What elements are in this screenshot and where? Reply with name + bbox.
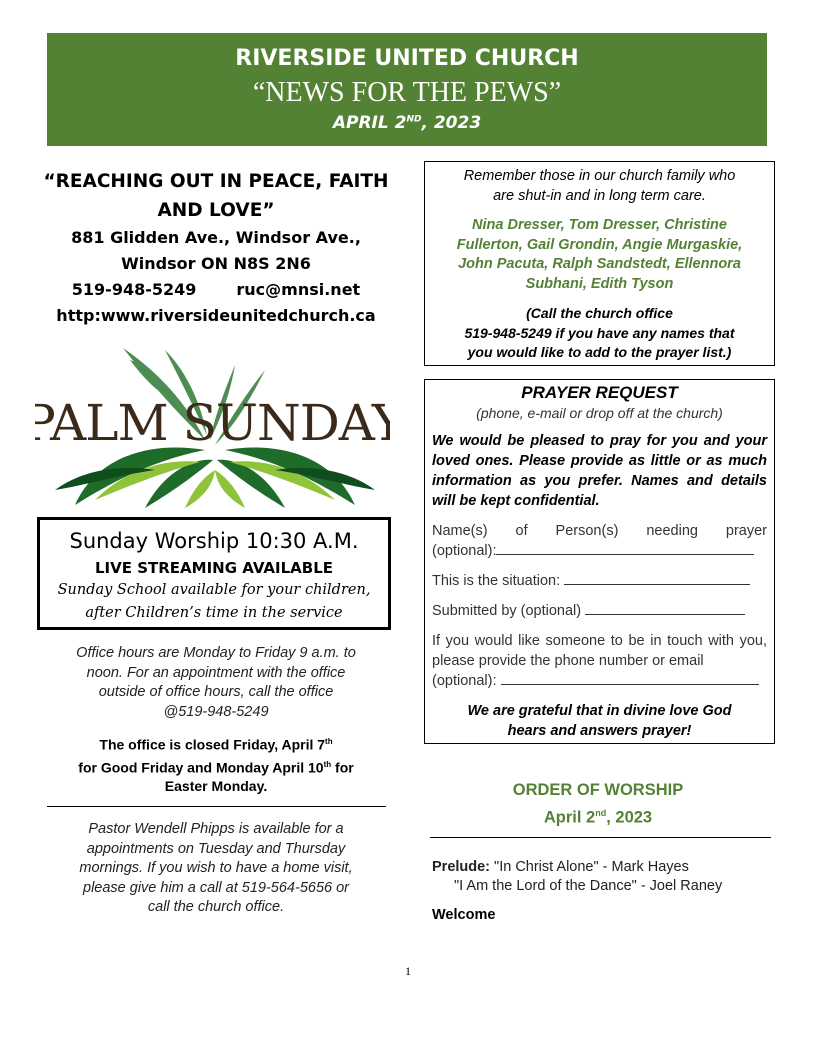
header-banner — [47, 33, 767, 146]
prelude-label: Prelude: — [432, 859, 491, 875]
grateful-note: We are grateful that in divine love God hears and answers prayer! — [467, 703, 732, 739]
worship-box — [37, 517, 391, 630]
palm-sunday-graphic — [35, 340, 390, 510]
prayer-request-title: PRAYER REQUEST — [521, 383, 678, 402]
phone: 519-948-5249 — [71, 280, 197, 299]
contact-field[interactable]: If you would like someone to be in touch with you, please provide the phone number or email (optional): — [432, 633, 767, 689]
order-title: ORDER OF WORSHIP — [512, 781, 684, 799]
website-link[interactable]: http:www.riversideunitedchurch.ca — [56, 306, 376, 325]
prayer-request-intro: We would be pleased to pray for you and your loved ones. Please provide as little or as much information as you prefer. Names and details will be kept confidential. — [432, 433, 767, 509]
shut-in-box — [424, 161, 775, 366]
address: 881 Glidden Ave., Windsor Ave., Windsor ON N8S 2N6 519-948-5249 ruc@mnsi.net http:www.riversideunitedchurch.ca — [40, 225, 392, 329]
situation-field[interactable]: This is the situation: — [432, 571, 767, 591]
newsletter-title: “NEWS FOR THE PEWS” — [252, 77, 562, 108]
shut-in-call-note: (Call the church office 519-948-5249 if you have any names that you would like to add to the prayer list.) — [464, 305, 735, 360]
contact-line — [40, 277, 392, 303]
shut-in-heading: Remember those in our church family who are shut-in and in long term care. — [463, 168, 736, 204]
pastor-notice: Pastor Wendell Phipps is available for a appointments on Tuesday and Thursday mornings. If you wish to have a home visit, please give him a call at 519-564-5656 or call the church office. — [79, 821, 353, 915]
worship-time: Sunday Worship 10:30 A.M. — [69, 529, 359, 553]
name-field[interactable]: Name(s) of Person(s) needing prayer (optional): — [432, 523, 767, 559]
divider — [47, 806, 386, 807]
order-date: April 2nd, 2023 — [543, 808, 653, 827]
email-link[interactable]: ruc@mnsi.net — [236, 280, 361, 299]
shut-in-names: Nina Dresser, Tom Dresser, Christine Fullerton, Gail Grondin, Angie Murgaskie, John Pacuta, Ralph Sandstedt, Ellennora Subhani, Edith Tyson — [456, 217, 743, 292]
motto: “REACHING OUT IN PEACE, FAITH AND LOVE” — [43, 171, 389, 221]
office-hours: Office hours are Monday to Friday 9 a.m. to noon. For an appointment with the office outside of office hours, call the office @519-948-5249 — [76, 645, 356, 720]
church-info — [40, 167, 392, 329]
palm-leaves-icon — [35, 340, 390, 510]
welcome-item: Welcome — [432, 907, 496, 923]
prayer-request-form — [424, 379, 775, 744]
streaming-notice: LIVE STREAMING AVAILABLE — [94, 559, 334, 577]
divider — [430, 837, 771, 838]
newsletter-date: APRIL 2ND, 2023 — [332, 113, 482, 133]
order-of-worship-heading — [428, 779, 768, 830]
church-name: RIVERSIDE UNITED CHURCH — [235, 46, 579, 71]
submitted-by-field[interactable]: Submitted by (optional) — [432, 601, 767, 621]
office-closed-notice: The office is closed Friday, April 7th for Good Friday and Monday April 10th for Easter Monday. — [78, 736, 354, 795]
prelude: Prelude: "In Christ Alone" - Mark Hayes "I Am the Lord of the Dance" - Joel Raney — [432, 859, 723, 894]
sunday-school-notice: Sunday School available for your children, after Children’s time in the service — [57, 582, 371, 621]
prayer-request-subtitle: (phone, e-mail or drop off at the church) — [476, 405, 723, 421]
palm-sunday-title: PALM SUNDAY — [35, 394, 390, 452]
page-number: 1 — [405, 964, 411, 978]
